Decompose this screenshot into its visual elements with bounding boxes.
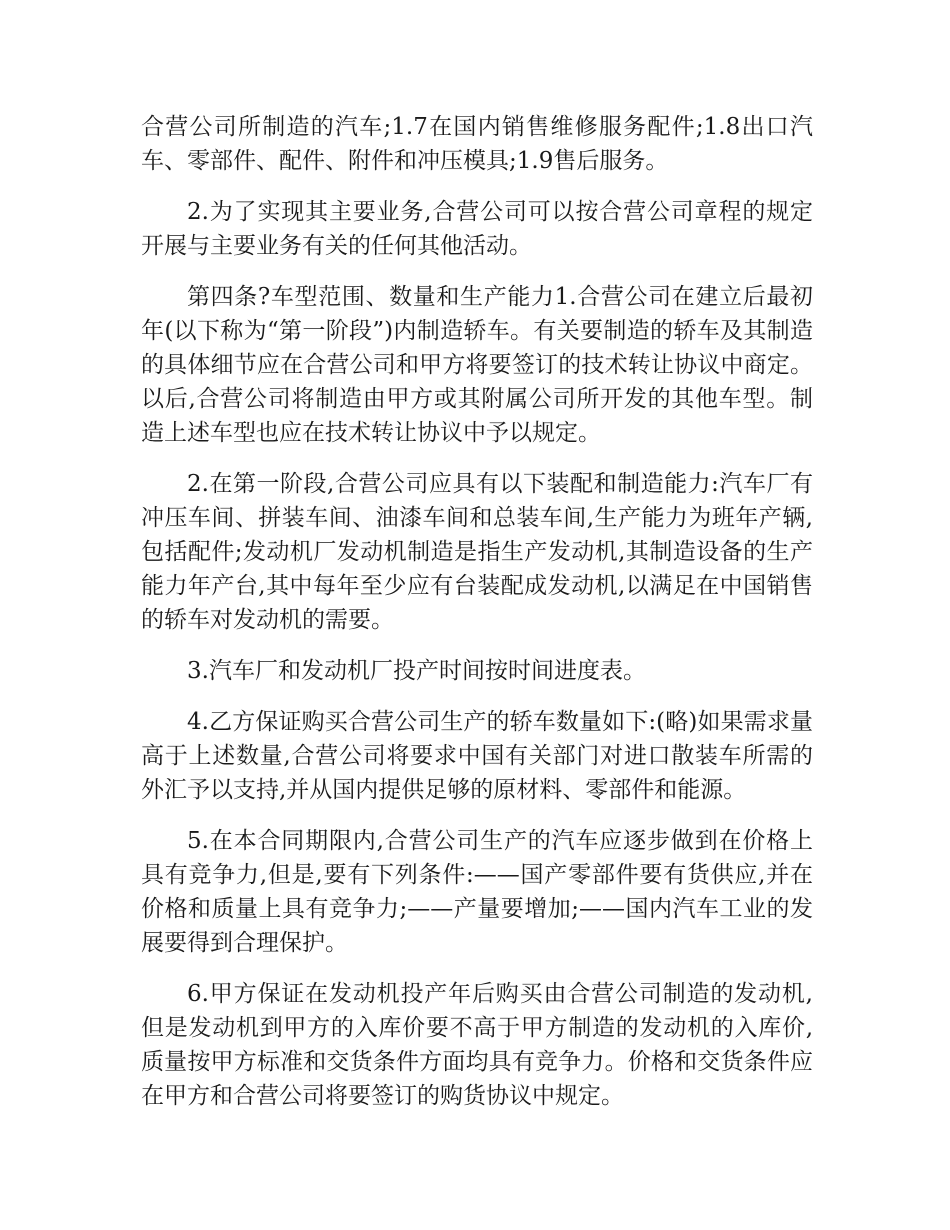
paragraph-scope-continued: 合营公司所制造的汽车;1.7在国内销售维修服务配件;1.8出口汽车、零部件、配件、附件和冲压模具;1.9售后服务。 xyxy=(141,114,813,174)
paragraph-other-activities: 2.为了实现其主要业务,合营公司可以按合营公司章程的规定开展与主要业务有关的任何其他活动。 xyxy=(141,199,813,259)
document-body xyxy=(141,110,813,1130)
paragraph-purchase-guarantee: 4.乙方保证购买合营公司生产的轿车数量如下:(略)如果需求量高于上述数量,合营公司将要求中国有关部门对进口散装车所需的外汇予以支持,并从国内提供足够的原材料、零部件和能源。 xyxy=(141,709,813,803)
paragraph-article-four: 第四条?车型范围、数量和生产能力1.合营公司在建立后最初年(以下称为“第一阶段”)内制造轿车。有关要制造的轿车及其制造的具体细节应在合营公司和甲方将要签订的技术转让协议中商定。以后,合营公司将制造由甲方或其附属公司所开发的其他车型。制造上述车型也应在技术转让协议中予以规定。 xyxy=(141,284,813,446)
paragraph-capacity: 2.在第一阶段,合营公司应具有以下装配和制造能力:汽车厂有冲压车间、拼装车间、油漆车间和总装车间,生产能力为班年产辆,包括配件;发动机厂发动机制造是指生产发动机,其制造设备的生产能力年产台,其中每年至少应有台装配成发动机,以满足在中国销售的轿车对发动机的需要。 xyxy=(141,471,813,633)
paragraph-competitiveness: 5.在本合同期限内,合营公司生产的汽车应逐步做到在价格上具有竞争力,但是,要有下列条件:——国产零部件要有货供应,并在价格和质量上具有竞争力;——产量要增加;——国内汽车工业的发展要得到合理保护。 xyxy=(141,828,813,956)
paragraph-schedule: 3.汽车厂和发动机厂投产时间按时间进度表。 xyxy=(187,658,646,684)
paragraph-engine-purchase: 6.甲方保证在发动机投产年后购买由合营公司制造的发动机,但是发动机到甲方的入库价要不高于甲方制造的发动机的入库价,质量按甲方标准和交货条件方面均具有竞争力。价格和交货条件应在甲方和合营公司将要签订的购货协议中规定。 xyxy=(141,981,813,1109)
